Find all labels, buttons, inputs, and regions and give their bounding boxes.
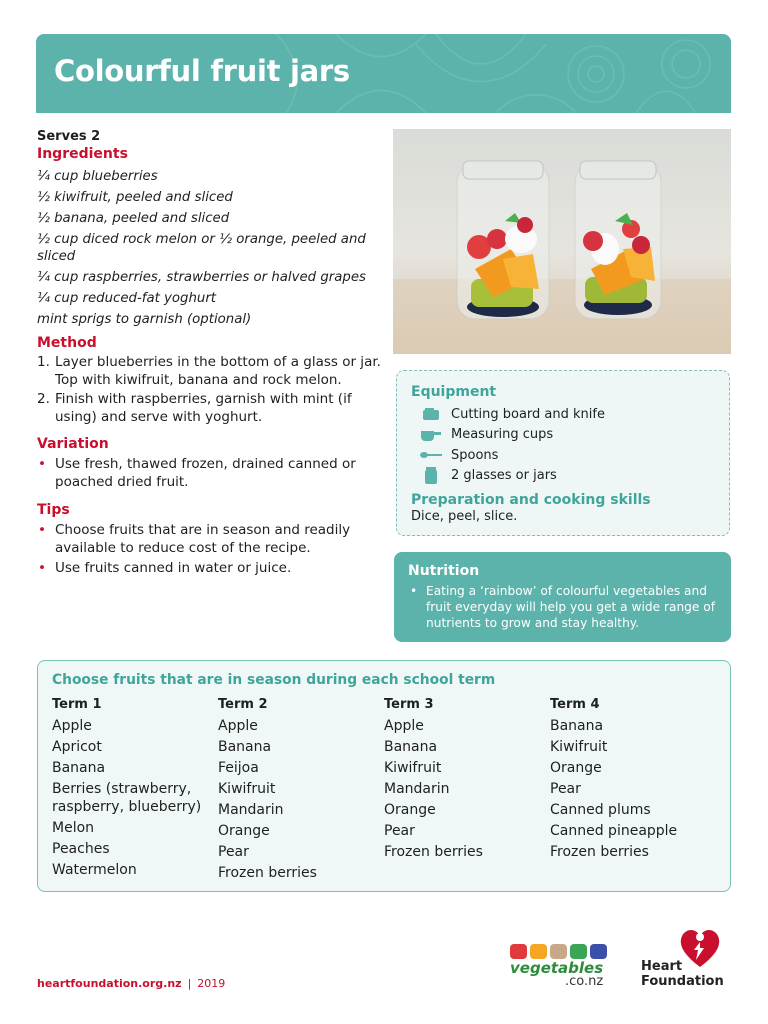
ingredients-list [37,168,382,328]
method-step [37,354,382,389]
term-heading: Term 1 [52,697,102,712]
logo-color-square [550,944,567,959]
equipment-item [411,445,715,466]
fruit-item: Feijoa [218,760,259,776]
fruit-item: Pear [384,823,415,839]
footer-separator: | [187,977,192,990]
term-heading: Term 4 [550,697,600,712]
vegetables-logo-word: vegetables [510,959,604,977]
seasonal-fruits-heading: Choose fruits that are in season during each school term [52,672,496,688]
term-fruit-list [550,717,716,861]
spoon-icon [417,446,445,464]
page-title: Colourful fruit jars [54,54,350,88]
term-fruit-list [218,717,384,882]
cutting-board-icon [417,405,445,423]
fruit-item: Banana [384,739,438,755]
term-columns [52,696,716,885]
ingredient-item: ½ cup diced rock melon or ½ orange, peeled and sliced [37,232,366,264]
term-heading: Term 3 [384,697,434,712]
nutrition-text: • Eating a ‘rainbow’ of colourful vegetables and fruit everyday will help you get a wide range of nutrients to grow and stay healthy. [408,583,717,631]
logo-color-square [570,944,587,959]
fruit-item: Mandarin [384,781,450,797]
fruit-item: Banana [550,718,604,734]
fruit-item: Berries (strawberry, raspberry, blueberry) [52,781,202,815]
fruit-item: Pear [550,781,581,797]
fruit-item: Banana [52,760,106,776]
skills-heading: Preparation and cooking skills [411,492,651,508]
fruit-item: Peaches [52,841,110,857]
fruit-item: Frozen berries [550,844,649,860]
footer-url-link[interactable]: heartfoundation.org.nz [37,977,182,990]
fruit-item: Apple [218,718,258,734]
fruit-item: Apple [384,718,424,734]
recipe-column [37,128,382,581]
fruit-item: Apple [52,718,92,734]
term-column [218,696,384,885]
fruit-item: Canned pineapple [550,823,678,839]
tips-list [37,522,382,578]
ingredient-item: ¼ cup raspberries, strawberries or halved grapes [37,270,366,285]
term-fruit-list [52,717,218,879]
skills-text: Dice, peel, slice. [411,509,518,524]
fruit-item: Frozen berries [384,844,483,860]
footer-year: 2019 [197,977,226,990]
equipment-item [411,404,715,425]
method-list [37,354,382,426]
ingredient-item: mint sprigs to garnish (optional) [37,312,252,327]
ingredients-heading: Ingredients [37,146,128,162]
fruit-item: Kiwifruit [218,781,276,797]
title-banner [36,34,731,113]
fruit-item: Kiwifruit [384,760,442,776]
step-number: 2. [37,391,50,407]
equipment-list [411,404,715,486]
fruit-item: Apricot [52,739,102,755]
variation-list [37,456,382,491]
fruit-item: Mandarin [218,802,284,818]
equipment-label: Spoons [451,447,499,463]
measuring-cup-icon [417,426,445,444]
nutrition-heading: Nutrition [408,563,480,579]
fruit-jars-photo [393,129,731,354]
term-column [550,696,716,885]
step-number: 1. [37,354,50,370]
equipment-label: Cutting board and knife [451,406,605,422]
logo-color-square [510,944,527,959]
glass-jar-icon [417,467,445,485]
tips-heading: Tips [37,502,70,518]
equipment-label: 2 glasses or jars [451,468,557,484]
fruit-item: Orange [550,760,602,776]
term-heading: Term 2 [218,697,268,712]
logo-color-square [590,944,607,959]
step-text: Finish with raspberries, garnish with mint (if using) and serve with yoghurt. [55,391,352,425]
equipment-label: Measuring cups [451,427,554,443]
fruit-item: Orange [218,823,270,839]
fruit-item: Orange [384,802,436,818]
heart-foundation-word2: Foundation [641,974,724,989]
term-column [52,696,218,885]
fruit-item: Banana [218,739,272,755]
footer [37,977,225,990]
ingredient-item: ¼ cup reduced-fat yoghurt [37,291,217,306]
nutrition-panel [394,552,731,642]
tip-item: • Use fruits canned in water or juice. [37,560,382,578]
fruit-item: Melon [52,820,95,836]
fruit-item: Canned plums [550,802,651,818]
fruit-item: Watermelon [52,862,137,878]
equipment-heading: Equipment [411,384,497,400]
tip-item: • Choose fruits that are in season and readily available to reduce cost of the recipe. [37,522,382,557]
method-heading: Method [37,335,97,351]
ingredient-item: ½ banana, peeled and sliced [37,211,230,226]
ingredient-item: ¼ cup blueberries [37,169,158,184]
seasonal-fruits-panel [37,660,731,892]
fruit-item: Kiwifruit [550,739,608,755]
heart-foundation-logo [640,925,735,995]
equipment-panel [396,370,730,536]
ingredient-item: ½ kiwifruit, peeled and sliced [37,190,233,205]
heart-foundation-word1: Heart [641,959,683,974]
term-column [384,696,550,885]
method-step [37,391,382,426]
variation-heading: Variation [37,436,109,452]
heart-icon [678,925,722,969]
vegetables-logo-domain: .co.nz [565,974,604,989]
equipment-item [411,466,715,487]
fruit-item: Pear [218,844,249,860]
step-text: Layer blueberries in the bottom of a glass or jar. Top with kiwifruit, banana and rock melon. [55,354,381,388]
term-fruit-list [384,717,550,861]
fruit-item: Frozen berries [218,865,317,881]
vegetables-logo [510,944,610,992]
serves-label: Serves 2 [37,129,101,144]
variation-item: • Use fresh, thawed frozen, drained canned or poached dried fruit. [37,456,382,491]
logo-color-square [530,944,547,959]
equipment-item [411,425,715,446]
